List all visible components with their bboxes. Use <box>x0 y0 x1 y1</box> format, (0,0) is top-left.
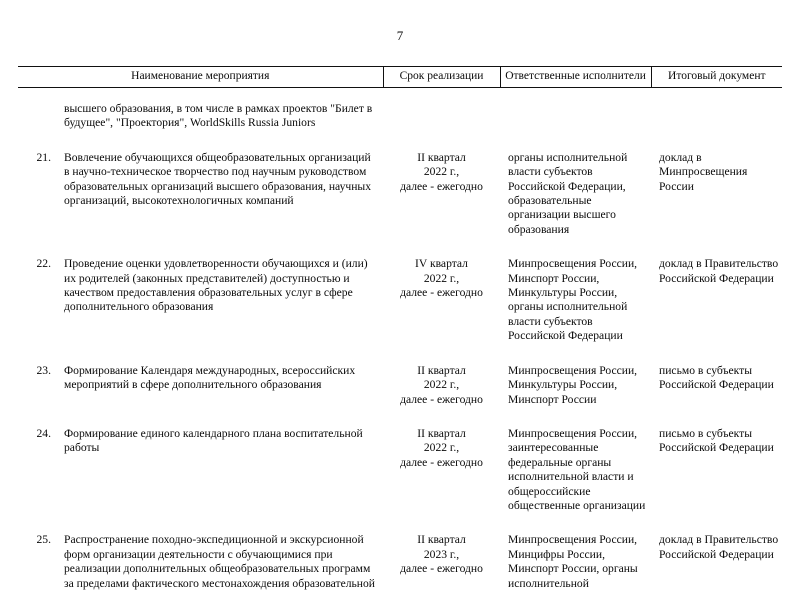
action-plan-table <box>18 66 782 591</box>
row-document: доклад в Минпросвещения России <box>659 150 751 193</box>
row-measure-name: высшего образования, в том числе в рамках проектов "Билет в будущее", "Проектория", WorldSkills Russia Juniors <box>64 102 376 130</box>
column-header-responsible: Ответственные исполнители <box>500 67 651 88</box>
row-number: 24. <box>36 426 51 440</box>
table-row <box>18 513 782 591</box>
row-document: письмо в субъекты Российской Федерации <box>659 426 774 455</box>
row-number: 25. <box>36 533 51 547</box>
table-header-row <box>18 67 782 88</box>
row-measure-name: Вовлечение обучающихся общеобразовательных организаций в научно-техническое творчество под научным руководством образовательных организаций высшего образования, научных организаций, высокотехнологичных компаний <box>64 150 374 208</box>
row-term: II квартал 2022 г., далее - ежегодно <box>400 363 483 406</box>
row-term: II квартал 2023 г., далее - ежегодно <box>400 533 483 576</box>
row-responsible: органы исполнительной власти субъектов Российской Федерации, образовательные организации высшего образования <box>508 150 631 236</box>
column-header-document: Итоговый документ <box>651 67 782 88</box>
row-number: 23. <box>36 363 51 377</box>
table-body <box>18 88 782 591</box>
row-responsible: Минпросвещения России, Минспорт России, Минкультуры России, органы исполнительной власти субъектов Российской Федерации <box>508 257 640 343</box>
table-row <box>18 88 782 131</box>
column-header-term: Срок реализации <box>383 67 500 88</box>
row-measure-name: Распространение походно-экспедиционной и экскурсионной форм организации деятельности с обучающимися при реализации дополнительных общеобразовательных программ за пределами фактического местонахождения образовательной <box>64 533 375 590</box>
column-header-name: Наименование мероприятия <box>18 67 383 88</box>
table-row <box>18 344 782 407</box>
row-document <box>651 88 782 131</box>
row-measure-name: Формирование единого календарного плана воспитательной работы <box>64 426 366 455</box>
table-row <box>18 407 782 513</box>
row-term: II квартал 2022 г., далее - ежегодно <box>400 150 483 193</box>
row-number <box>18 88 60 131</box>
row-measure-name: Формирование Календаря международных, всероссийских мероприятий в сфере дополнительного образования <box>64 363 359 392</box>
page-number: 7 <box>396 28 404 43</box>
row-term: II квартал 2022 г., далее - ежегодно <box>400 426 483 469</box>
row-document: доклад в Правительство Российской Федерации <box>659 533 782 561</box>
row-document: письмо в субъекты Российской Федерации <box>659 363 774 392</box>
row-document: доклад в Правительство Российской Федерации <box>659 257 782 285</box>
table-row <box>18 131 782 237</box>
row-number: 22. <box>36 257 51 271</box>
row-responsible: Минпросвещения России, Минкультуры России, Минспорт России <box>508 363 640 406</box>
table-row <box>18 237 782 343</box>
row-responsible: Минпросвещения России, Минцифры России, Минспорт России, органы исполнительной <box>508 533 641 590</box>
row-term <box>383 88 500 131</box>
table-header <box>18 67 782 88</box>
action-plan-table-wrapper <box>18 66 782 591</box>
row-measure-name: Проведение оценки удовлетворенности обучающихся и (или) их родителей (законных представителей) доступностью и качеством предоставления образовательных услуг в сфере дополнительного образования <box>64 257 371 314</box>
row-responsible <box>500 88 651 131</box>
row-responsible: Минпросвещения России, заинтересованные федеральные органы исполнительной власти и общероссийские общественные организации <box>508 426 646 512</box>
row-term: IV квартал 2022 г., далее - ежегодно <box>400 257 483 300</box>
row-number: 21. <box>36 150 51 164</box>
